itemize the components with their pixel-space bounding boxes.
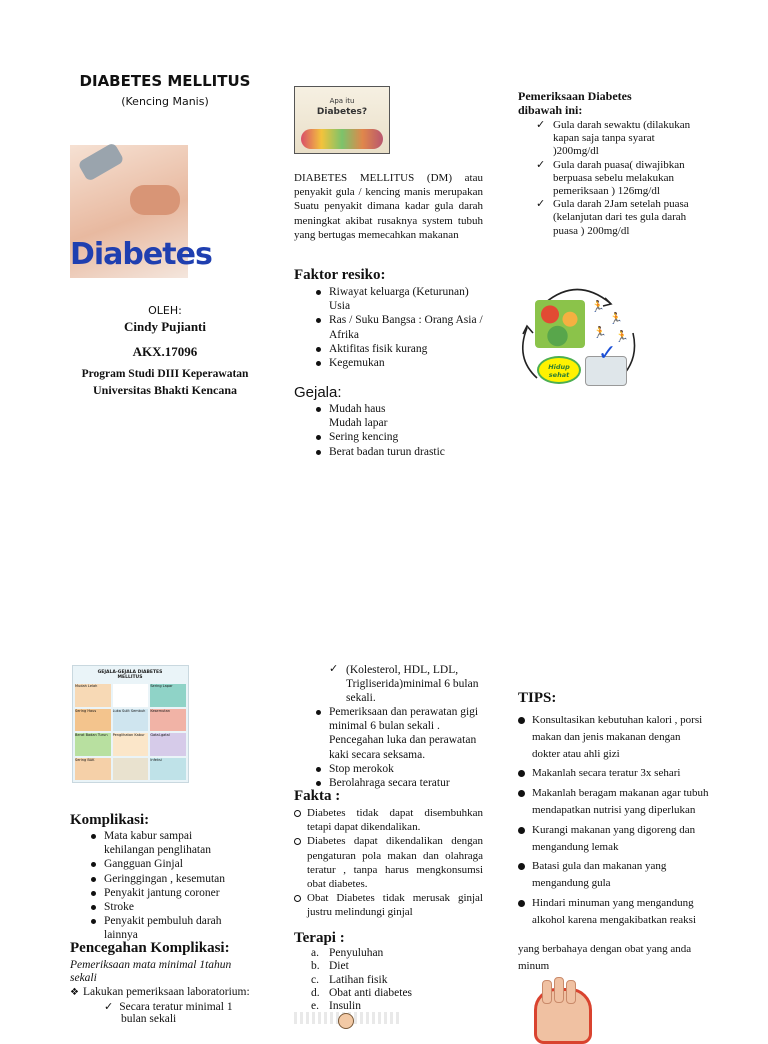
gejala-list: [329, 402, 484, 459]
list-item: Hindari minuman yang mengandung alkohol karena mengakibatkan reaksi: [532, 895, 710, 929]
runner-icon: 🏃: [615, 330, 629, 343]
lab-item-1: ✓ Secara teratur minimal 1: [104, 1000, 233, 1013]
list-item: Geringgingan , kesemutan: [104, 872, 264, 886]
tips-tail: yang berbahaya dengan obat yang anda minum: [518, 943, 692, 972]
list-item: Obat Diabetes tidak merusak ginjal justru melindungi ginjal: [307, 892, 483, 919]
poster-cell: Gatal-gatal: [150, 733, 186, 756]
brochure-subtitle: (Kencing Manis): [121, 95, 209, 108]
fakta-heading: Fakta :: [294, 788, 341, 804]
student-id: AKX.17096: [132, 344, 198, 359]
list-item: Gangguan Ginjal: [104, 857, 264, 871]
poster-grid: [75, 684, 186, 780]
terapi-list: [311, 947, 484, 1013]
university-name: Universitas Bhakti Kencana: [92, 383, 237, 397]
poster-cell: [113, 758, 149, 781]
terapi-strip-image: [294, 1012, 402, 1024]
oleh-label: OLEH:: [148, 304, 182, 317]
finger-shape: [542, 980, 552, 1004]
diabetes-image-text: Diabetes: [70, 237, 212, 272]
list-item: Riwayat keluarga (Keturunan): [329, 285, 484, 299]
sehat-text: Hidup sehat: [548, 363, 570, 379]
finger-shape: [566, 980, 576, 1004]
list-item: Mudah lapar: [329, 417, 388, 430]
brochure-title: DIABETES MELLITUS: [79, 72, 251, 90]
finger-shape: [554, 977, 564, 1003]
diabetes-cover-image: [70, 145, 212, 278]
image-text-1: Apa itu: [329, 97, 355, 105]
list-item: Penyakit jantung coroner: [104, 886, 264, 900]
exercise-figures-image: [589, 298, 635, 346]
list-item: ✓ Gula darah puasa( diwajibkan berpuasa sebelu melakukan pemeriksaan ) 126mg/dl: [553, 159, 703, 199]
list-item: Kurangi makanan yang digoreng dan mengandung lemak: [532, 822, 710, 856]
poster-cell: Kesemutan: [150, 709, 186, 732]
poster-cell: Sering BAK: [75, 758, 111, 781]
list-item: Kegemukan: [329, 356, 484, 370]
study-program: Program Studi DIII Keperawatan: [81, 368, 249, 380]
list-item: Aktifitas fisik kurang: [329, 342, 484, 356]
list-item: d. Obat anti diabetes: [311, 986, 413, 999]
lab-item-2: bulan sekali: [121, 1013, 177, 1025]
list-item: Penyakit pembuluh darah: [104, 914, 264, 928]
runner-icon: 🏃: [593, 326, 607, 339]
komplikasi-heading: Komplikasi:: [70, 812, 150, 828]
runner-icon: 🏃: [591, 300, 605, 313]
check-icon: ✓: [104, 1000, 114, 1013]
hidup-sehat-graphic: [515, 278, 640, 396]
list-item: Berat badan turun drastic: [329, 445, 484, 459]
list-item: a. Penyuluhan: [311, 947, 384, 959]
image-text-2: Diabetes?: [316, 107, 368, 117]
glucose-meter-shape: [77, 142, 124, 182]
list-item: Diabetes dapat dikendalikan dengan pengaturan pola makan dan olahraga teratur , tanpa harus mengkonsumsi obat diabetes.: [307, 835, 483, 891]
poster-cell: Luka Sulit Sembuh: [113, 709, 149, 732]
list-item: Mudah haus: [329, 402, 484, 416]
terapi-heading: Terapi :: [294, 930, 345, 946]
list-item: ✓ Gula darah 2Jam setelah puasa (kelanjutan dari tes gula darah puasa ) 200mg/dl: [553, 198, 703, 238]
list-item: ✓ (Kolesterol, HDL, LDL, Trigliserida)minimal 6 bulan sekali.: [346, 663, 482, 706]
checkmark-icon: ✓: [598, 341, 617, 366]
apa-itu-diabetes-image: [294, 86, 390, 154]
list-item: Diabetes tidak dapat disembuhkan tetapi dapat dikendalikan.: [307, 807, 483, 834]
poster-cell: Mudah Lelah: [75, 684, 111, 707]
pencegahan-subtitle: Pemeriksaan mata minimal 1tahun sekali: [70, 959, 232, 984]
list-item: lainnya: [104, 929, 138, 942]
sweets-shape: [301, 129, 383, 149]
figure-head-shape: [338, 1013, 354, 1029]
tips-list: [532, 712, 710, 929]
poster-cell: Berat Badan Turun: [75, 733, 111, 756]
scale-image: [585, 341, 627, 386]
list-item: kehilangan penglihatan: [104, 844, 211, 857]
list-item: Stroke: [104, 900, 264, 914]
list-item: Makanlah secara teratur 3x sehari: [532, 765, 710, 782]
list-item: Pencegahan luka dan perawatan kaki secara seksama.: [329, 734, 477, 761]
poster-title: GEJALA-GEJALA DIABETES MELLITUS: [97, 670, 163, 680]
list-item: Usia: [329, 300, 351, 313]
lab-line: [70, 986, 250, 998]
pemeriksaan-heading: Pemeriksaan Diabetes dibawah ini:: [518, 89, 632, 117]
list-item: b. Diet: [311, 960, 349, 973]
pencegahan-heading: Pencegahan Komplikasi:: [70, 940, 230, 956]
list-item: Batasi gula dan makanan yang mengandung gula: [532, 858, 710, 892]
poster-cell: Sering Lapar: [150, 684, 186, 707]
symptoms-poster: [72, 665, 189, 783]
intro-paragraph: DIABETES MELLITUS (DM) atau penyakit gula / kencing manis merupakan Suatu penyakit dimana kadar gula darah meningkat akibat rusaknya system tubuh yang bertugas memecahkan makanan: [294, 172, 483, 241]
fakta-list: [307, 806, 483, 920]
kolesterol-list: [346, 663, 482, 706]
list-item: Ras / Suku Bangsa : Orang Asia / Afrika: [329, 314, 483, 341]
list-item: Berolahraga secara teratur: [329, 776, 484, 790]
vegetables-image: [535, 300, 585, 348]
author-name: Cindy Pujianti: [124, 319, 206, 334]
gejala-heading: Gejala:: [294, 384, 342, 401]
list-item: Mata kabur sampai: [104, 829, 264, 843]
list-item: Sering kencing: [329, 430, 484, 444]
runner-icon: 🏃: [609, 312, 623, 325]
diamond-bullet-icon: ❖: [70, 987, 79, 998]
pencegahan-lanjutan-list: [329, 705, 484, 790]
lab-text: Lakukan pemeriksaan laboratorium:: [82, 986, 250, 998]
poster-cell: Penglihatan Kabur: [113, 733, 149, 756]
tips-heading: TIPS:: [518, 690, 557, 706]
sehat-badge: [537, 356, 581, 384]
list-item: ✓ Gula darah sewaktu (dilakukan kapan saja tanpa syarat )200mg/dl: [553, 119, 703, 159]
list-item: c. Latihan fisik: [311, 973, 388, 986]
list-item: Konsultasikan kebutuhan kalori , porsi makan dan jenis makanan dengan dokter atau ahli gizi: [532, 712, 710, 762]
poster-cell: Infeksi: [150, 758, 186, 781]
finger-shape: [130, 185, 180, 215]
list-item: Stop merokok: [329, 762, 484, 776]
list-item: Makanlah beragam makanan agar tubuh mendapatkan nutrisi yang diperlukan: [532, 785, 710, 819]
komplikasi-list: [104, 829, 264, 943]
list-item: Pemeriksaan dan perawatan gigi minimal 6 bulan sekali .: [329, 705, 484, 733]
hand-stop-image: [520, 980, 600, 1024]
faktor-list: [329, 285, 484, 370]
pemeriksaan-list: [553, 119, 703, 238]
faktor-heading: Faktor resiko:: [294, 267, 386, 283]
list-item: e. Insulin: [311, 1000, 361, 1013]
poster-cell: Sering Haus: [75, 709, 111, 732]
poster-cell: [113, 684, 149, 707]
